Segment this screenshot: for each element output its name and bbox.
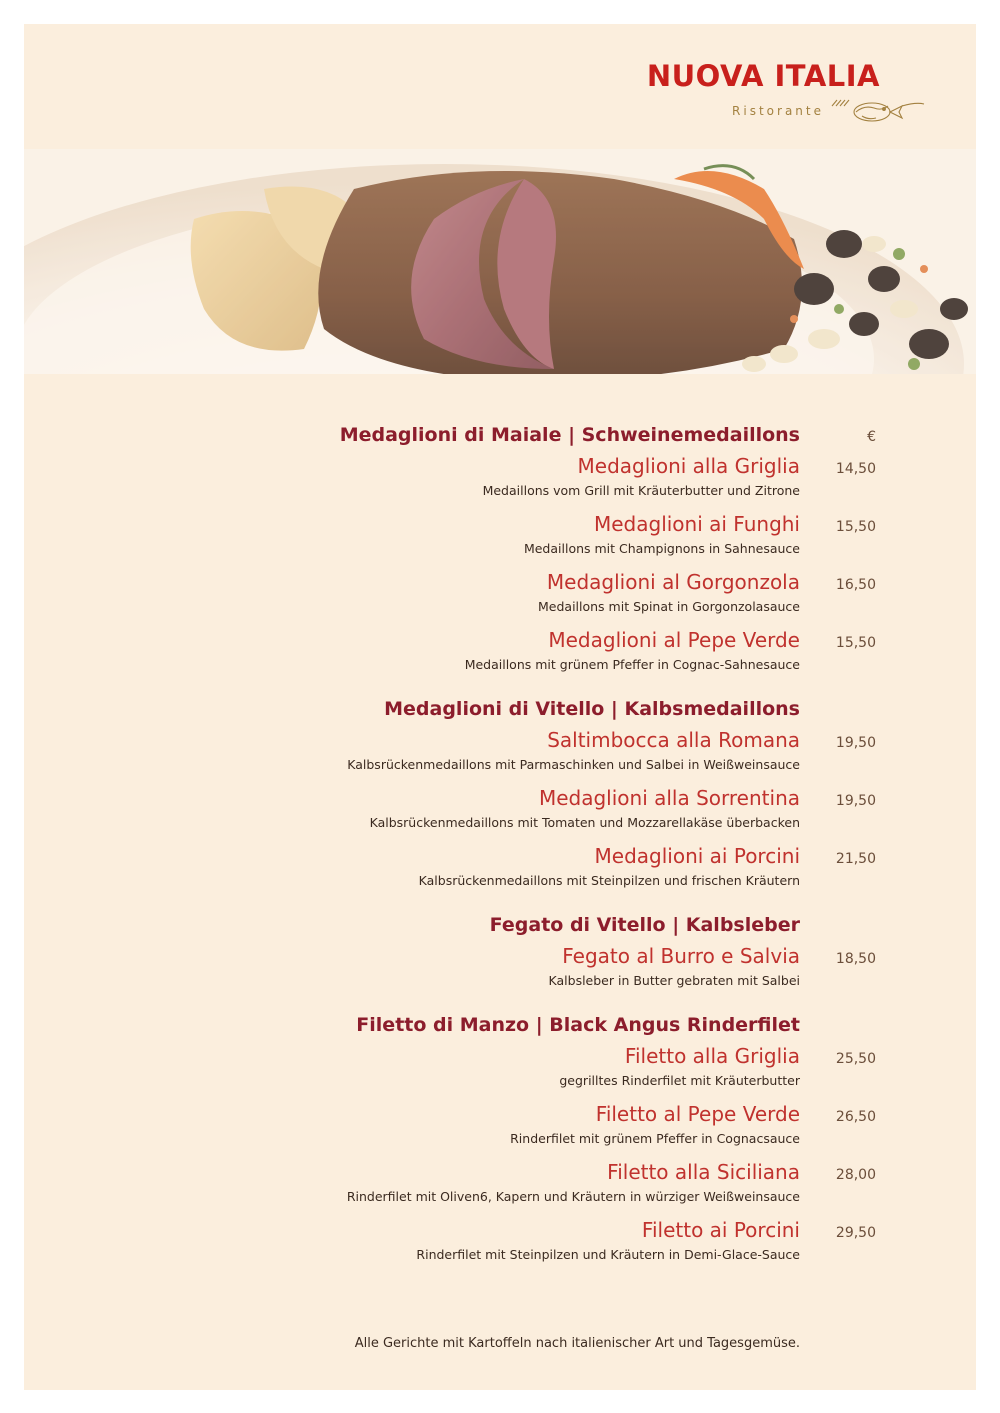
item-description: Kalbsrückenmedaillons mit Tomaten und Mozzarellakäse überbacken xyxy=(369,815,800,830)
section-title: Medaglioni di Vitello | Kalbsmedaillons xyxy=(384,698,800,720)
item-price: 16,50 xyxy=(835,577,876,593)
item-description: Kalbsrückenmedaillons mit Parmaschinken und Salbei in Weißweinsauce xyxy=(347,757,800,772)
dish-photo xyxy=(24,149,976,374)
item-description: Medaillons mit Spinat in Gorgonzolasauce xyxy=(538,599,800,614)
fish-logo-icon xyxy=(826,94,926,128)
section-title: Filetto di Manzo | Black Angus Rinderfilet xyxy=(356,1014,800,1036)
logo-name: NUOVA ITALIA xyxy=(646,59,880,93)
item-price: 28,00 xyxy=(835,1167,876,1183)
section-title: Medaglioni di Maiale | Schweinemedaillons xyxy=(339,424,800,446)
steak-illustration xyxy=(24,149,976,374)
item-description: Rinderfilet mit grünem Pfeffer in Cognacsauce xyxy=(510,1131,800,1146)
item-description: Kalbsrückenmedaillons mit Steinpilzen und frischen Kräutern xyxy=(418,873,800,888)
item-price: 14,50 xyxy=(835,461,876,477)
item-price: 26,50 xyxy=(835,1109,876,1125)
menu-item xyxy=(24,570,976,616)
restaurant-logo xyxy=(646,59,880,128)
menu-item xyxy=(24,1160,976,1206)
section-header xyxy=(24,914,976,944)
section-header xyxy=(24,1014,976,1044)
menu-item xyxy=(24,628,976,674)
section-header xyxy=(24,424,976,454)
item-name: Medaglioni al Pepe Verde xyxy=(548,628,800,652)
item-description: Rinderfilet mit Steinpilzen und Kräutern in Demi-Glace-Sauce xyxy=(416,1247,800,1262)
item-price: 15,50 xyxy=(835,635,876,651)
section-title: Fegato di Vitello | Kalbsleber xyxy=(489,914,800,936)
menu-page xyxy=(24,24,976,1390)
item-name: Fegato al Burro e Salvia xyxy=(562,944,800,968)
logo-subtitle-row xyxy=(647,94,880,128)
item-price: 18,50 xyxy=(835,951,876,967)
menu-item xyxy=(24,1218,976,1264)
item-price: 15,50 xyxy=(835,519,876,535)
item-name: Filetto alla Siciliana xyxy=(607,1160,800,1184)
menu-item xyxy=(24,844,976,890)
item-price: 21,50 xyxy=(835,851,876,867)
item-name: Filetto ai Porcini xyxy=(641,1218,800,1242)
item-description: Kalbsleber in Butter gebraten mit Salbei xyxy=(548,973,800,988)
item-name: Medaglioni alla Sorrentina xyxy=(538,786,800,810)
item-name: Medaglioni al Gorgonzola xyxy=(546,570,800,594)
item-name: Medaglioni alla Griglia xyxy=(577,454,800,478)
section-kalbsleber xyxy=(24,914,976,990)
section-header xyxy=(24,698,976,728)
menu-item xyxy=(24,512,976,558)
item-name: Filetto al Pepe Verde xyxy=(595,1102,800,1126)
currency-symbol: € xyxy=(867,429,876,445)
item-price: 25,50 xyxy=(835,1051,876,1067)
item-price: 29,50 xyxy=(835,1225,876,1241)
item-description: Medaillons vom Grill mit Kräuterbutter und Zitrone xyxy=(482,483,800,498)
menu-item xyxy=(24,1044,976,1090)
item-price: 19,50 xyxy=(835,735,876,751)
menu-item xyxy=(24,728,976,774)
item-price: 19,50 xyxy=(835,793,876,809)
menu-item xyxy=(24,944,976,990)
item-name: Saltimbocca alla Romana xyxy=(547,728,800,752)
logo-subtitle: Ristorante xyxy=(732,104,824,118)
item-description: gegrilltes Rinderfilet mit Kräuterbutter xyxy=(559,1073,800,1088)
menu-item xyxy=(24,786,976,832)
section-rinderfilet xyxy=(24,1014,976,1264)
item-description: Rinderfilet mit Oliven6, Kapern und Kräutern in würziger Weißweinsauce xyxy=(346,1189,800,1204)
item-name: Filetto alla Griglia xyxy=(624,1044,800,1068)
menu-item xyxy=(24,454,976,500)
footer-note: Alle Gerichte mit Kartoffeln nach italienischer Art und Tagesgemüse. xyxy=(354,1336,800,1351)
item-description: Medaillons mit grünem Pfeffer in Cognac-Sahnesauce xyxy=(464,657,800,672)
item-name: Medaglioni ai Porcini xyxy=(594,844,800,868)
item-name: Medaglioni ai Funghi xyxy=(593,512,800,536)
menu-list xyxy=(24,424,976,1288)
menu-item xyxy=(24,1102,976,1148)
item-description: Medaillons mit Champignons in Sahnesauce xyxy=(523,541,800,556)
section-kalbsmedaillons xyxy=(24,698,976,890)
section-schweinemedaillons xyxy=(24,424,976,674)
